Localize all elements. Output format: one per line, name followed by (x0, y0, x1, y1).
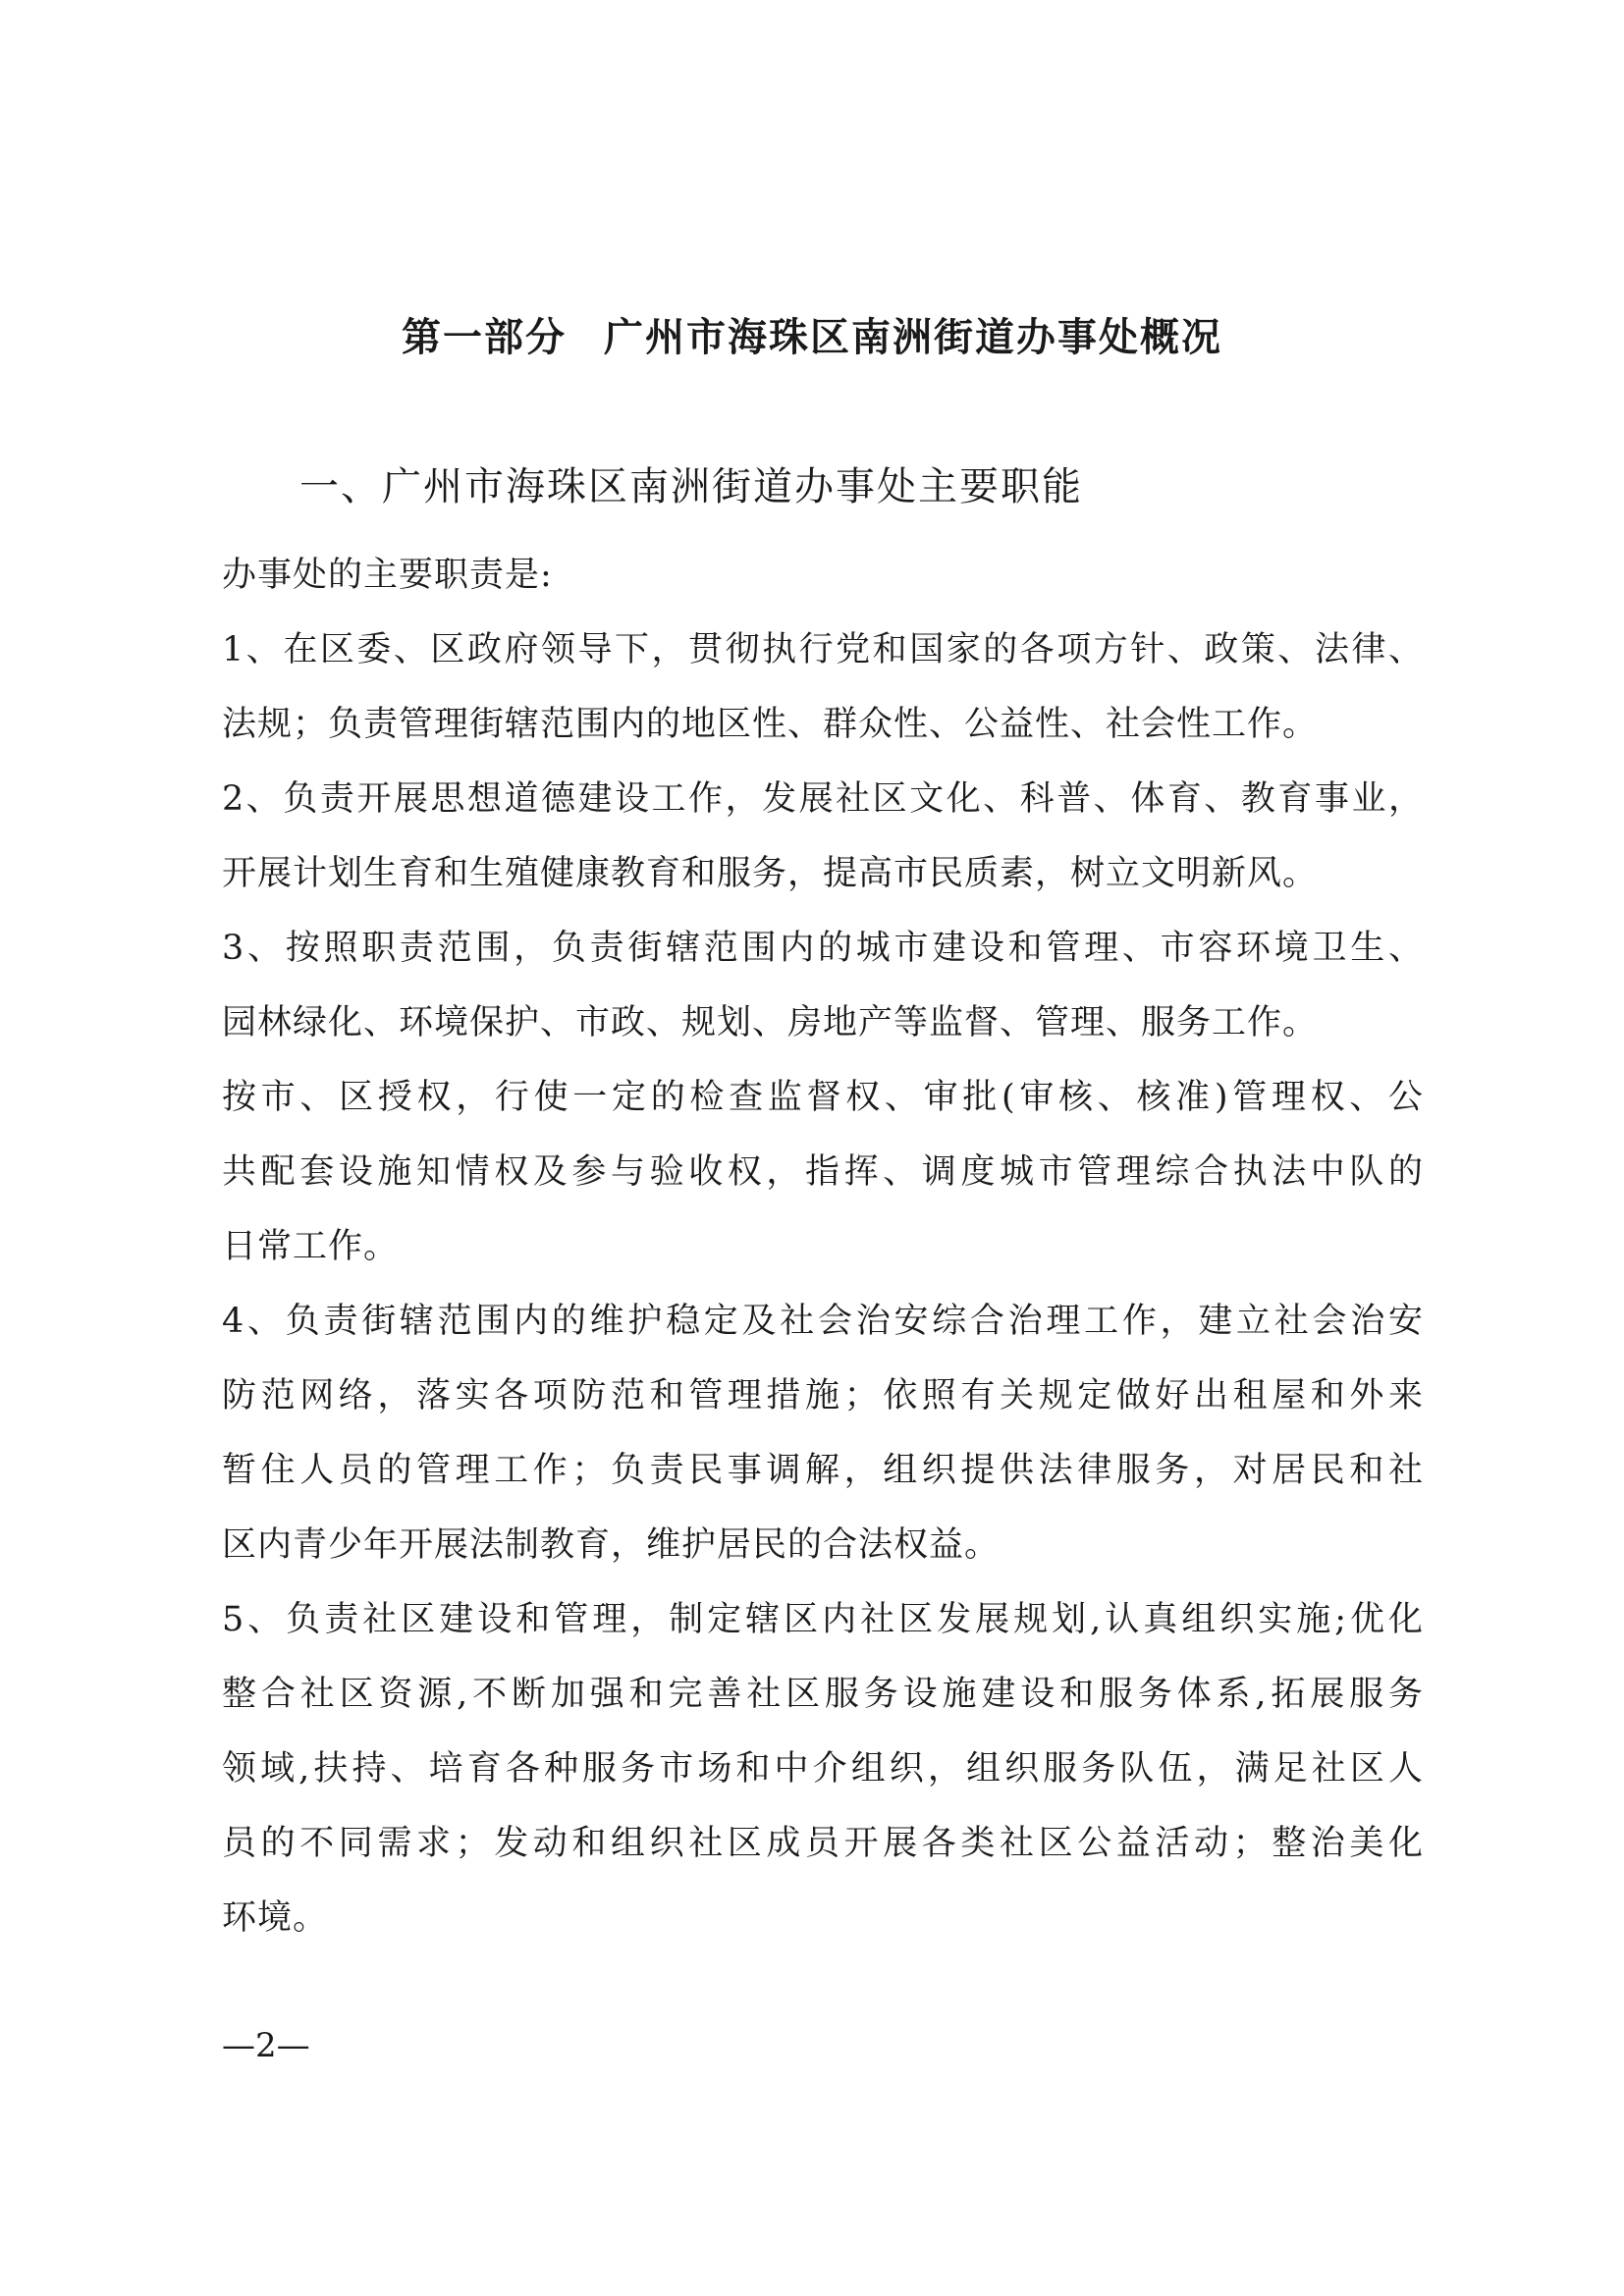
body-text (222, 538, 1424, 1955)
body-line: 领域,扶持、培育各种服务市场和中介组织，组织服务队伍，满足社区人 (222, 1749, 1424, 1789)
section-heading: 一、广州市海珠区南洲街道办事处主要职能 (299, 464, 1083, 509)
body-line: 员的不同需求；发动和组织社区成员开展各类社区公益活动；整治美化 (222, 1824, 1424, 1863)
body-line-intro: 办事处的主要职责是: (222, 556, 553, 595)
body-line: 日常工作。 (222, 1227, 400, 1266)
part-title (0, 312, 1624, 363)
body-line: 5、负责社区建设和管理，制定辖区内社区发展规划,认真组织实施;优化 (222, 1600, 1424, 1639)
body-line: 1、在区委、区政府领导下，贯彻执行党和国家的各项方针、政策、法律、 (222, 630, 1424, 669)
body-line: 4、负责街辖范围内的维护稳定及社会治安综合治理工作，建立社会治安 (222, 1302, 1424, 1341)
body-line: 共配套设施知情权及参与验收权，指挥、调度城市管理综合执法中队的 (222, 1152, 1424, 1192)
body-line: 整合社区资源,不断加强和完善社区服务设施建设和服务体系,拓展服务 (222, 1675, 1424, 1714)
body-line: 环境。 (222, 1898, 329, 1938)
body-line: 暂住人员的管理工作；负责民事调解，组织提供法律服务，对居民和社 (222, 1451, 1424, 1490)
body-line: 开展计划生育和生殖健康教育和服务，提高市民质素，树立文明新风。 (222, 854, 1319, 893)
body-line: 3、按照职责范围，负责街辖范围内的城市建设和管理、市容环境卫生、 (222, 929, 1424, 968)
body-line: 法规；负责管理街辖范围内的地区性、群众性、公益性、社会性工作。 (222, 705, 1319, 744)
part-label: 第一部分 (402, 315, 567, 360)
page-number: —2— (222, 2026, 310, 2065)
part-title-text: 广州市海珠区南洲街道办事处概况 (604, 315, 1222, 360)
body-line: 防范网络，落实各项防范和管理措施；依照有关规定做好出租屋和外来 (222, 1376, 1424, 1415)
body-line: 2、负责开展思想道德建设工作，发展社区文化、科普、体育、教育事业， (222, 779, 1424, 819)
body-line: 按市、区授权，行使一定的检查监督权、审批(审核、核准)管理权、公 (222, 1078, 1424, 1117)
body-line: 区内青少年开展法制教育，维护居民的合法权益。 (222, 1525, 1001, 1565)
body-line: 园林绿化、环境保护、市政、规划、房地产等监督、管理、服务工作。 (222, 1003, 1319, 1042)
